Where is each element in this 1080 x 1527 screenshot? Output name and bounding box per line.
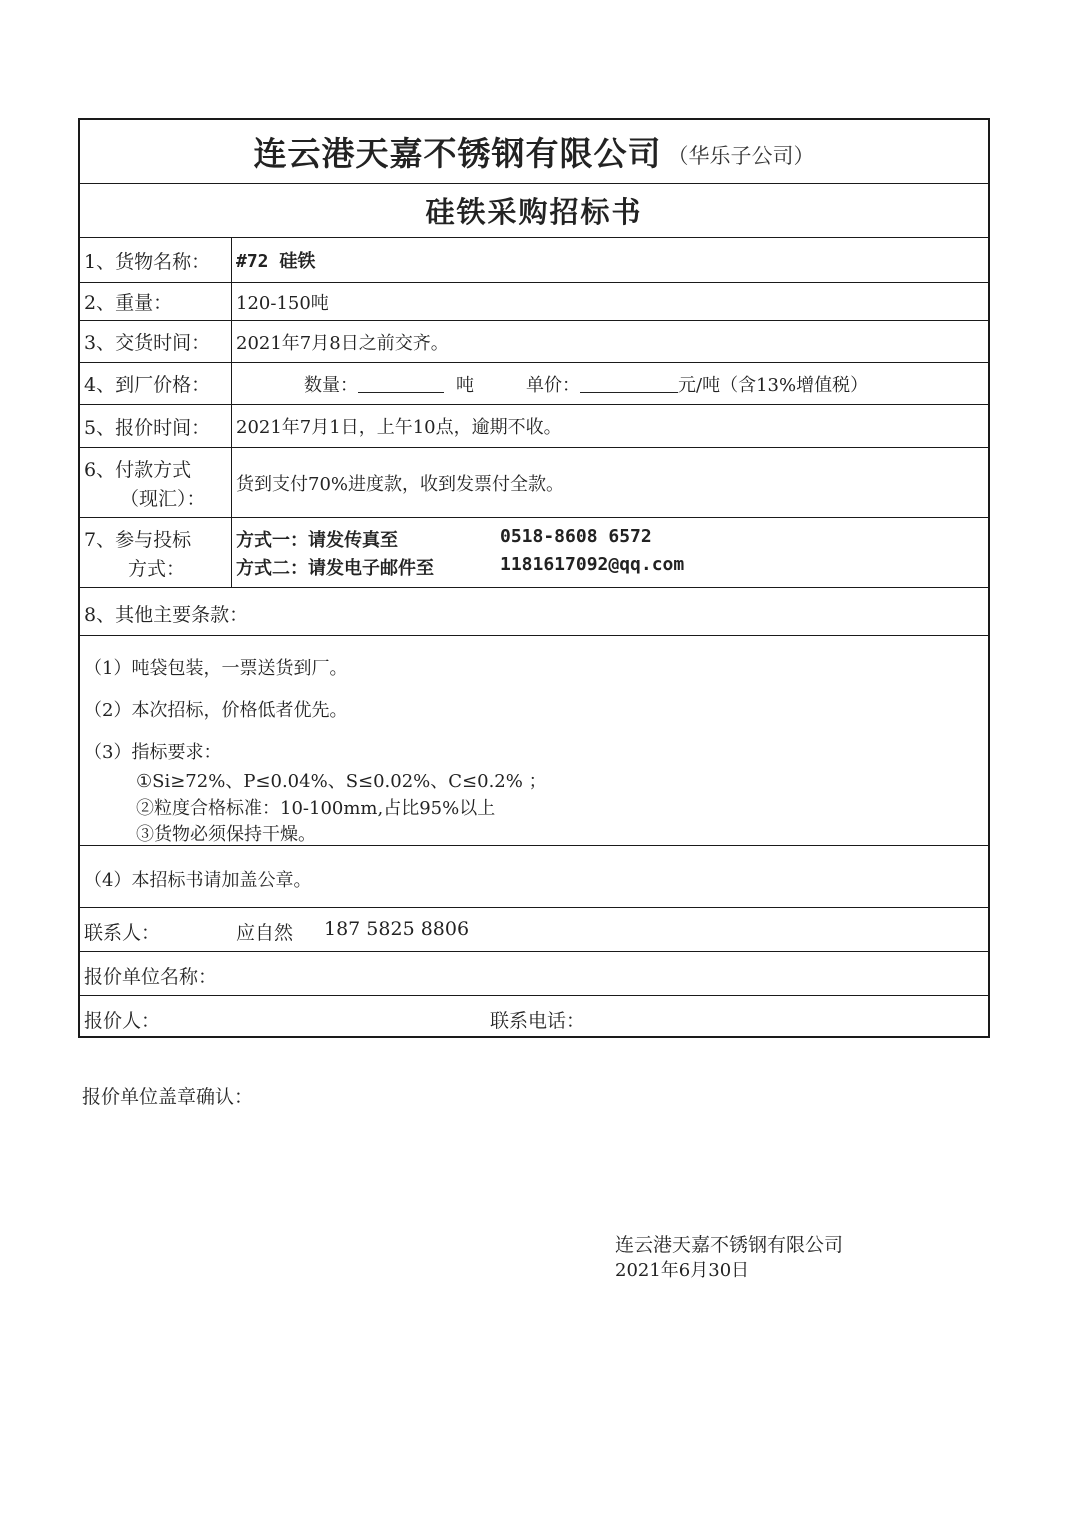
- company-title-row: [80, 120, 988, 184]
- row-terms-block: [80, 636, 988, 846]
- payment-label-line2: （现汇）：: [120, 487, 206, 510]
- doc-title-row: [80, 184, 988, 238]
- quantity-label: 数量：: [304, 374, 358, 396]
- other-terms-heading: 8、其他主要条款：: [84, 604, 249, 626]
- contact-line: [84, 918, 984, 945]
- row-contact: [80, 908, 988, 952]
- row-weight: [80, 283, 988, 321]
- seal-confirm: 报价单位盖章确认：: [82, 1086, 254, 1108]
- document-title: 硅铁采购招标书: [425, 195, 643, 229]
- fax-number: 0518-8608 6572: [500, 525, 652, 547]
- quantity-blank[interactable]: [358, 374, 444, 393]
- delivery-value: 2021年7月8日之前交齐。: [236, 332, 449, 354]
- row-quote-unit: [80, 952, 988, 996]
- bid-method-label-line1: 7、参与投标: [84, 528, 192, 551]
- quoter-line: [84, 1006, 984, 1033]
- email-address[interactable]: 1181617092@qq.com: [500, 553, 685, 575]
- row-quoter: [80, 996, 988, 1038]
- unit-price-label: 单价：: [526, 374, 580, 396]
- bid-method-1: [236, 526, 652, 552]
- company-subtitle: （华乐子公司）: [667, 143, 815, 168]
- bid-method-2: [236, 554, 684, 580]
- quoter-label: 报价人：: [84, 1010, 161, 1032]
- tender-form: [78, 118, 990, 1038]
- goods-label: 1、货物名称：: [80, 238, 232, 282]
- payment-value: 货到支付70%进度款，收到发票付全款。: [236, 473, 565, 495]
- row-other-terms-heading: [80, 588, 988, 636]
- bid-method-value: [236, 518, 988, 587]
- quoter-phone-label: 联系电话：: [490, 1010, 586, 1032]
- quote-time-label: 5、报价时间：: [80, 405, 232, 447]
- payment-label: [80, 448, 232, 517]
- contact-label: 联系人：: [84, 922, 161, 944]
- fax-label: 方式一：请发传真至: [236, 529, 398, 551]
- price-label: 4、到厂价格：: [80, 363, 232, 404]
- term-4: （4）本招标书请加盖公章。: [84, 870, 312, 891]
- term-3: （3）指标要求：: [84, 742, 222, 763]
- price-value: [236, 363, 988, 404]
- row-quote-time: [80, 405, 988, 448]
- row-term-4: [80, 846, 988, 908]
- payment-label-line1: 6、付款方式: [84, 458, 192, 481]
- bid-method-label-line2: 方式：: [128, 557, 186, 580]
- term-3c: ③货物必须保持干燥。: [136, 824, 316, 845]
- term-2: （2）本次招标，价格低者优先。: [84, 700, 348, 721]
- row-delivery: [80, 321, 988, 363]
- contact-phone: 187 5825 8806: [324, 918, 470, 940]
- row-bid-method: [80, 518, 988, 588]
- row-price: [80, 363, 988, 405]
- unit-price-blank[interactable]: [580, 374, 678, 393]
- term-3b: ②粒度合格标准：10-100mm,占比95%以上: [136, 798, 496, 819]
- goods-value: #72 硅铁: [236, 251, 316, 272]
- quote-time-value: 2021年7月1日，上午10点，逾期不收。: [236, 417, 562, 438]
- weight-label: 2、重量：: [80, 283, 232, 320]
- term-3a: ①Si≥72%、P≤0.04%、S≤0.02%、C≤0.2% ；: [136, 771, 547, 792]
- quantity-unit: 吨: [456, 374, 474, 396]
- weight-value: 120-150吨: [236, 292, 329, 314]
- term-1: （1）吨袋包装，一票送货到厂。: [84, 658, 348, 679]
- bid-method-label: [80, 518, 232, 587]
- quote-unit-label: 报价单位名称：: [84, 966, 218, 988]
- unit-price-unit: 元/吨（含13%增值税）: [678, 374, 869, 396]
- company-name: 连云港天嘉不锈钢有限公司: [253, 134, 662, 173]
- row-payment: [80, 448, 988, 518]
- footer-date: 2021年6月30日: [615, 1260, 750, 1281]
- row-goods: [80, 238, 988, 283]
- contact-name: 应自然: [236, 922, 294, 944]
- footer-company: 连云港天嘉不锈钢有限公司: [615, 1234, 844, 1256]
- delivery-label: 3、交货时间：: [80, 321, 232, 362]
- email-label: 方式二：请发电子邮件至: [236, 557, 434, 579]
